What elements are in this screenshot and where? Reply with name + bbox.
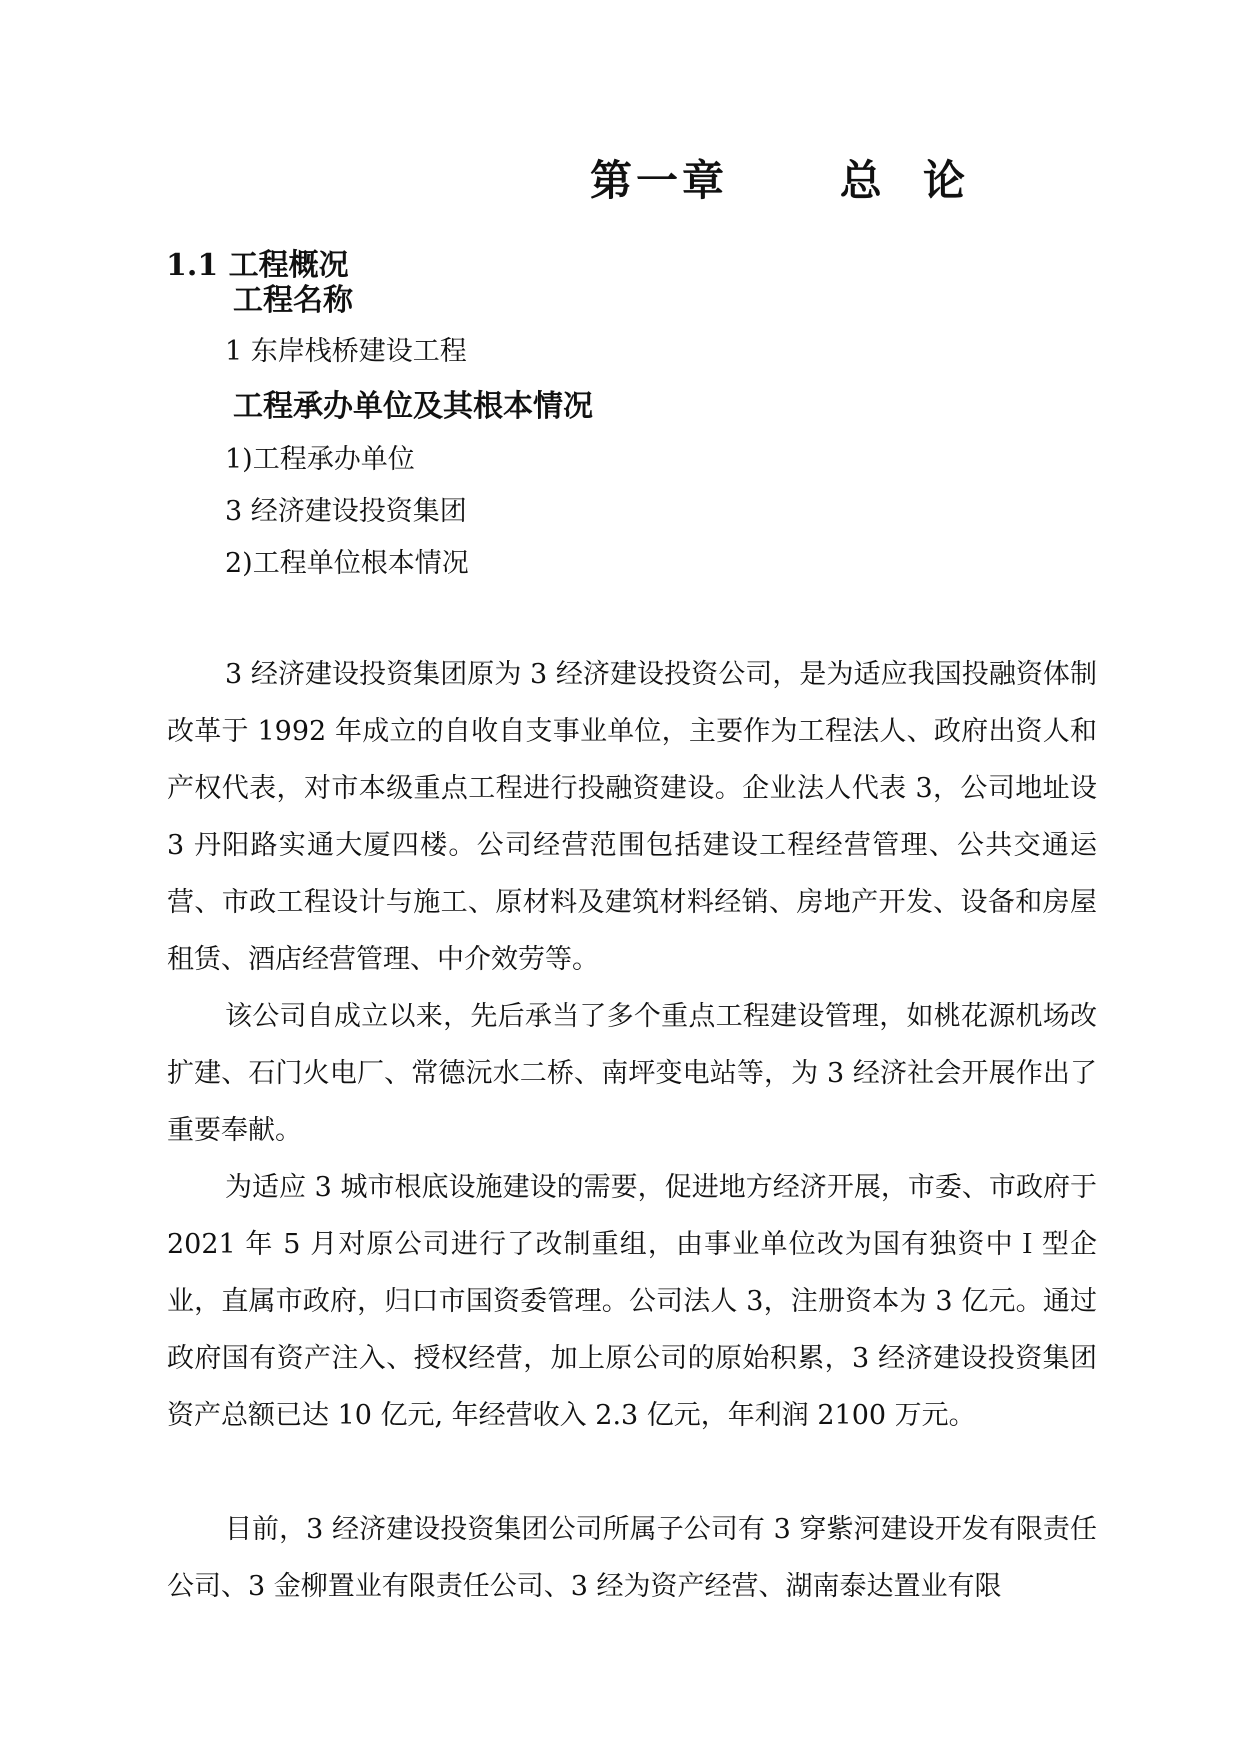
paragraph-subsidiaries: 目前，3 经济建设投资集团公司所属子公司有 3 穿紫河建设开发有限责任公司、3 金柳置业有限责任公司、3 经为资产经营、湖南泰达置业有限 [167, 1514, 1097, 1602]
sub-heading-project-name: 工程名称 [233, 283, 353, 318]
paragraph-projects: 该公司自成立以来，先后承当了多个重点工程建设管理，如桃花源机场改扩建、石门火电厂、常德沅水二桥、南坪变电站等，为 3 经济社会开展作出了重要奉献。 [167, 1001, 1097, 1146]
sub-heading-organizer: 工程承办单位及其根本情况 [233, 389, 593, 424]
section-heading: 1.1 工程概况 [166, 248, 349, 283]
item-organizer-label: 1)工程承办单位 [225, 444, 415, 475]
item-basic-info-label: 2)工程单位根本情况 [225, 548, 469, 579]
paragraph-restructure: 为适应 3 城市根底设施建设的需要，促进地方经济开展，市委、市政府于 2021 年 5 月对原公司进行了改制重组，由事业单位改为国有独资中Ｉ型企业，直属市政府，归口市国资委管理。公司法人 3，注册资本为 3 亿元。通过政府国有资产注入、授权经营，加上原公司的原始积累，3 经济建设投资集团资产总额已达 10 亿元, 年经营收入 2.3 亿元，年利润 2100 万元。 [167, 1172, 1097, 1431]
chapter-title: 第一章 总 论 [590, 156, 969, 205]
project-name-text: 1 东岸栈桥建设工程 [225, 336, 467, 367]
paragraph-company-intro: 3 经济建设投资集团原为 3 经济建设投资公司，是为适应我国投融资体制改革于 1992 年成立的自收自支事业单位，主要作为工程法人、政府出资人和产权代表，对市本级重点工程进行投融资建设。企业法人代表 3，公司地址设 3 丹阳路实通大厦四楼。公司经营范围包括建设工程经营管理、公共交通运营、市政工程设计与施工、原材料及建筑材料经销、房地产开发、设备和房屋租赁、酒店经营管理、中介效劳等。 [167, 659, 1097, 975]
item-organizer-value: 3 经济建设投资集团 [225, 496, 467, 527]
